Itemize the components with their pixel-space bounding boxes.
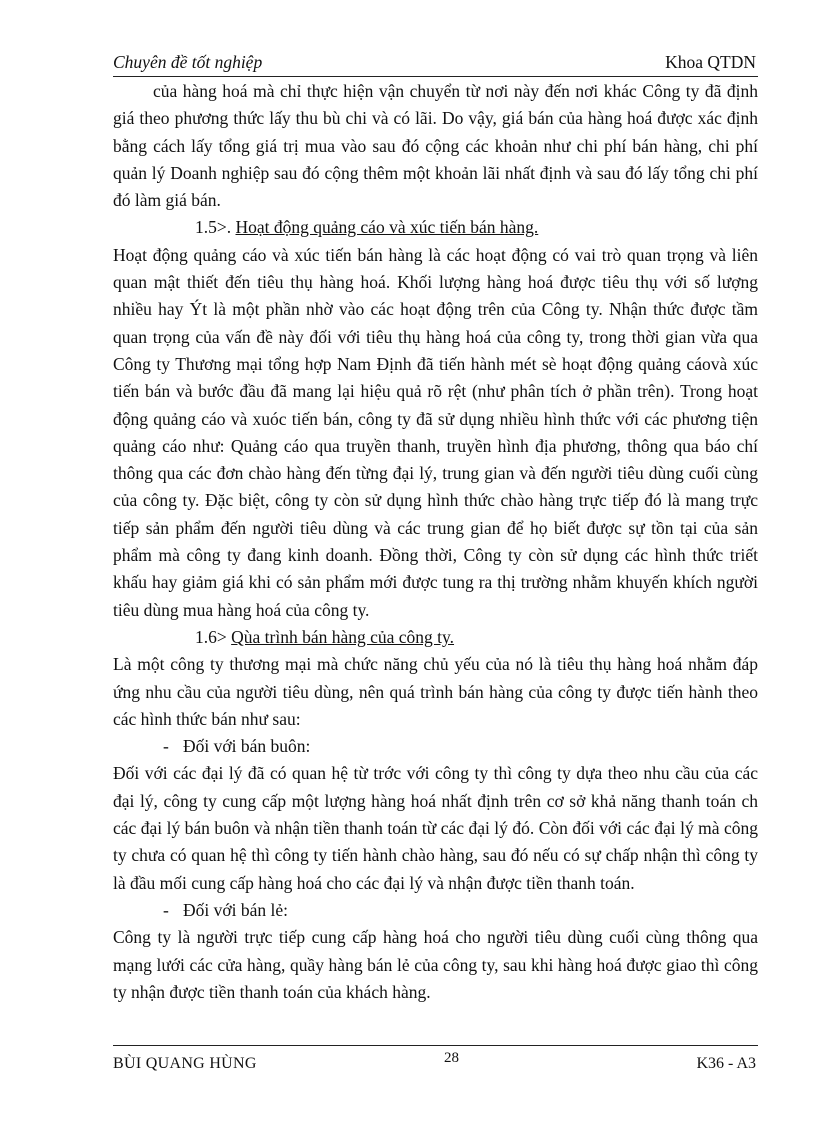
section-number: 1.5>. — [195, 217, 236, 238]
page-footer — [113, 1045, 758, 1078]
paragraph-retail: Công ty là người trực tiếp cung cấp hàng hoá cho người tiêu dùng cuối cùng thông qua mạng lưới các cửa hàng, quầy hàng bán lẻ của công ty, sau khi hàng hoá được giao thì công ty nhận được tiền thanh toán của khách hàng. — [113, 927, 758, 1002]
bullet-retail — [113, 897, 758, 924]
bullet-wholesale — [113, 733, 758, 760]
bullet-dash: - — [163, 736, 169, 757]
section-title: Hoạt động quảng cáo và xúc tiến bán hàng. — [235, 217, 539, 238]
bullet-dash: - — [163, 899, 169, 920]
footer-class: K36 - A3 — [696, 1055, 756, 1072]
section-title: Qùa trình bán hàng của công ty. — [231, 626, 455, 647]
bullet-label: Đối với bán buôn: — [183, 736, 311, 757]
paragraph-advertising: Hoạt động quảng cáo và xúc tiến bán hàng là các hoạt động có vai trò quan trọng và liên quan mật thiết đến tiêu thụ hàng hoá. Khối lượng hàng hoá được tiêu thụ với số lượng nhiều hay Ýt là một phần nhờ vào các hoạt động trên của Công ty. Nhận thức được tầm quan trọng của vấn đề này đối với tiêu thụ hàng hoá của công ty, trong thời gian vừa qua Công ty Thương mại tổng hợp Nam Định đã tiến hành mét sè hoạt động quảng cáovà xúc tiến bán và bước đầu đã mang lại hiệu quả rõ rệt (như phân tích ở phần trên). Trong hoạt động quảng cáo và xuóc tiến bán, công ty đã sử dụng nhiều hình thức với các phương tiện quảng cáo như: Quảng cáo qua truyền thanh, truyền hình địa phương, thông qua báo chí thông qua các đơn chào hàng đến từng đại lý, trung gian và đến người tiêu dùng cuối cùng của công ty. Đặc biệt, công ty còn sử dụng hình thức chào hàng trực tiếp đó là mang trực tiếp sản phẩm đến người tiêu dùng và các trung gian để họ biết được sự tồn tại của sản phẩm mà công ty đang kinh doanh. Đồng thời, Công ty còn sử dụng các hình thức triết khấu hay giảm giá khi có sản phẩm mới được tung ra thị trường nhằm khuyến khích người tiêu dùng mua hàng hoá của công ty. — [113, 244, 758, 620]
page-header — [113, 50, 758, 77]
section-heading-1-5 — [113, 214, 758, 241]
bullet-label: Đối với bán lẻ: — [183, 899, 288, 920]
section-number: 1.6> — [195, 626, 232, 647]
section-heading-1-6 — [113, 624, 758, 651]
paragraph-sales-process: Là một công ty thương mại mà chức năng chủ yếu của nó là tiêu thụ hàng hoá nhằm đáp ứng nhu cầu của người tiêu dùng, nên quá trình bán hàng của công ty được tiến hành theo các hình thức bán như sau: — [113, 654, 758, 729]
page-number: 28 — [444, 1050, 459, 1066]
header-title: Chuyên đề tốt nghiệp — [113, 52, 263, 72]
footer-author: BÙI QUANG HÙNG — [113, 1055, 257, 1072]
paragraph-pricing: của hàng hoá mà chỉ thực hiện vận chuyển từ nơi này đến nơi khác Công ty đã định giá theo phương thức lấy thu bù chi và có lãi. Do vậy, giá bán của hàng hoá được xác định bằng cách lấy tổng giá trị mua vào sau đó cộng các khoản như chi phí bán hàng, chi phí quản lý Doanh nghiệp sau đó cộng thêm một khoản lãi nhất định và sau đó lấy tổng chi phí đó làm giá bán. — [113, 81, 758, 211]
page-body — [113, 78, 758, 1006]
header-department: Khoa QTDN — [665, 52, 756, 72]
paragraph-wholesale: Đối với các đại lý đã có quan hệ từ trớc với công ty thì công ty dựa theo nhu cầu của các đại lý, công ty cung cấp một lượng hàng hoá nhất định trên cơ sở khả năng thanh toán ch các đại lý bán buôn và nhận tiền thanh toán từ các đại lý đó. Còn đối với các đại lý mà công ty chưa có quan hệ thì công ty tiến hành chào hàng, sau đó nếu có sự chấp nhận thì công ty là đầu mối cung cấp hàng hoá cho các đại lý và nhận được tiền thanh toán. — [113, 763, 758, 893]
